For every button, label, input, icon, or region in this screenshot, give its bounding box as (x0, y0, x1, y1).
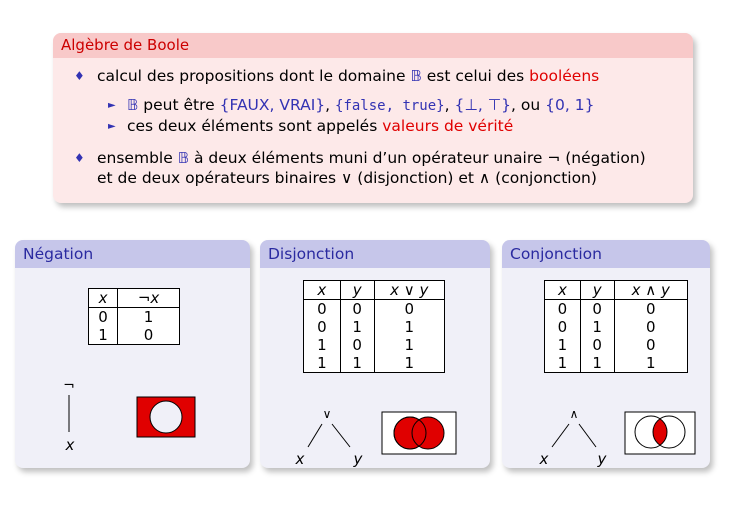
table-row: 1 0 (89, 326, 180, 345)
diamond-bullet-icon: ♦ (74, 151, 85, 165)
diamond-bullet-icon: ♦ (74, 69, 85, 83)
tree-edge-left (552, 424, 569, 447)
disjonction-tree-right: y (353, 450, 363, 468)
table-row: 0 1 (89, 308, 180, 327)
disjonction-truth-table: x y x ∨ y 0 0 0 0 1 1 1 0 1 1 1 1 (303, 280, 445, 373)
disjonction-title: Disjonction (260, 240, 490, 268)
table-row: 0 0 0 (304, 300, 445, 319)
conjonction-truth-table: x y x ∧ y 0 0 0 0 1 0 1 0 0 1 1 1 (544, 280, 688, 373)
triangle-bullet-icon: ► (108, 100, 116, 111)
negation-title: Négation (15, 240, 250, 268)
negation-tree-op: ¬ (63, 378, 75, 394)
conjonction-tree-left: x (539, 450, 549, 468)
table-row: 1 0 0 (545, 336, 688, 354)
block-title: Algèbre de Boole (53, 33, 693, 58)
item-propositional-calculus: calcul des propositions dont le domaine 𝔹 est celui des booléens (97, 67, 600, 85)
highlight-booleens: booléens (529, 67, 600, 85)
conjonction-tree-op: ∧ (569, 407, 579, 421)
negation-diagrams (15, 240, 250, 468)
table-row: 0 1 0 (545, 318, 688, 336)
disjonction-tree-op: ∨ (322, 407, 332, 421)
table-row: 1 0 1 (304, 336, 445, 354)
conjonction-tree-right: y (597, 450, 607, 468)
conjonction-block (502, 240, 710, 468)
negation-block (15, 240, 250, 468)
table-row: 0 0 0 (545, 300, 688, 319)
table-row: 1 1 1 (545, 354, 688, 373)
conjonction-title: Conjonction (502, 240, 710, 268)
disjonction-diagrams (260, 240, 490, 468)
item-boolean-set: ensemble 𝔹 à deux éléments muni d’un opérateur unaire ¬ (négation) et de deux opérateurs binaires ∨ (disjonction) et ∧ (conjonction) (97, 149, 646, 187)
tree-edge-right (332, 424, 350, 447)
table-row: 1 1 1 (304, 354, 445, 373)
negation-venn-circle (150, 401, 182, 433)
disjonction-block (260, 240, 490, 468)
boole-algebra-block (53, 33, 693, 203)
disjonction-venn-circle-b (412, 417, 444, 449)
tree-edge-left (308, 424, 322, 447)
negation-tree-leaf: x (65, 436, 75, 454)
disjonction-tree-left: x (295, 450, 305, 468)
sub-item-values: 𝔹 peut être {FAUX, VRAI}, {false, true}, {⊥, ⊤}, ou {0, 1} (127, 96, 595, 114)
conjonction-diagrams (502, 240, 710, 468)
sub-item-truth-values: ces deux éléments sont appelés valeurs de vérité (127, 117, 514, 135)
tree-edge-right (579, 424, 596, 447)
triangle-bullet-icon: ► (108, 121, 116, 132)
table-row: 0 1 1 (304, 318, 445, 336)
negation-truth-table: x ¬x 0 1 1 0 (88, 288, 180, 345)
